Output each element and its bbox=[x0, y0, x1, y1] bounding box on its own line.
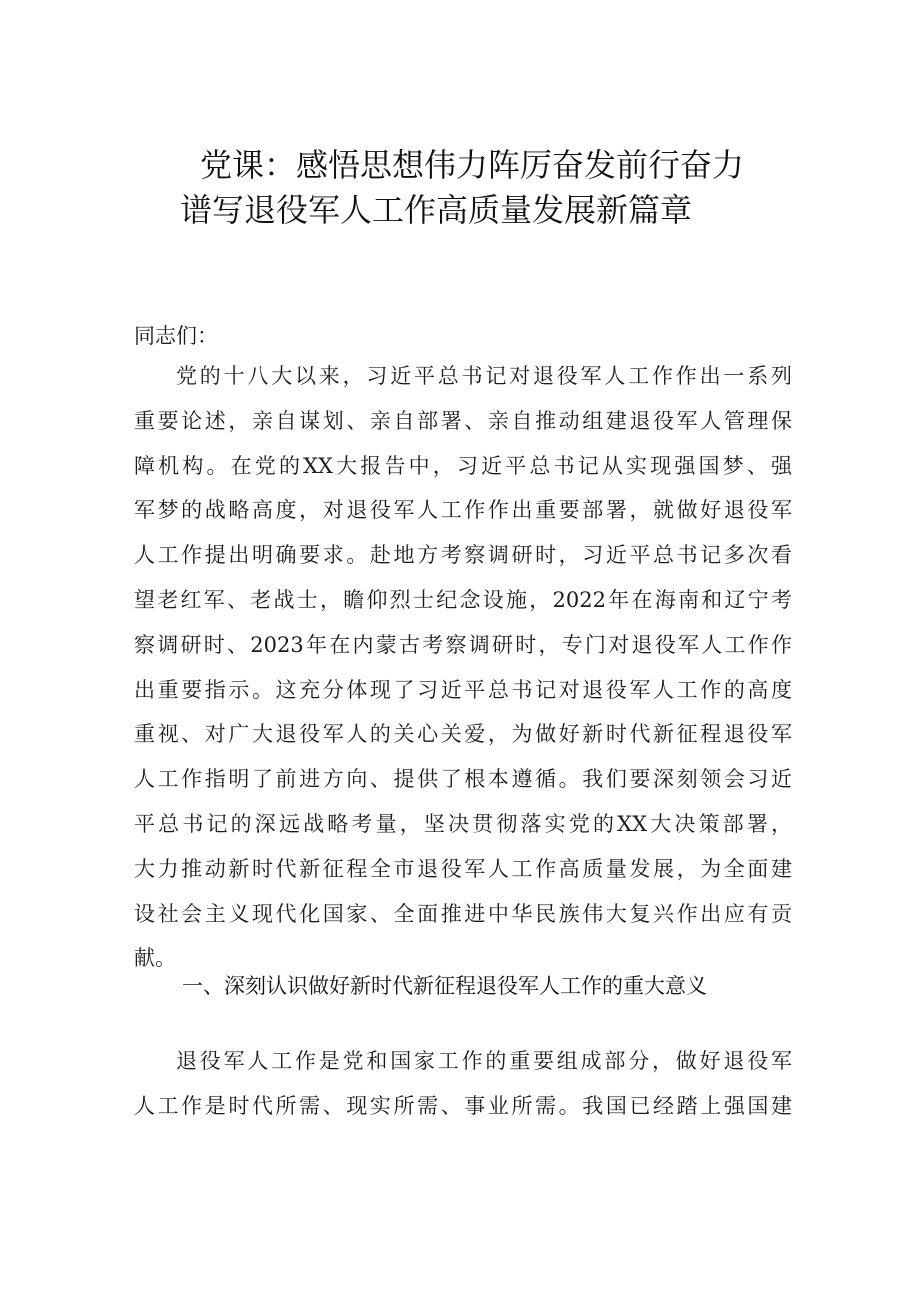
paragraph-line: 望老红军、老战士，瞻仰烈士纪念设施，2022年在海南和辽宁考 bbox=[134, 587, 792, 612]
paragraph-line: 人工作指明了前进方向、提供了根本遵循。我们要深刻领会习近 bbox=[134, 767, 792, 792]
paragraph-line: 设社会主义现代化国家、全面推进中华民族伟大复兴作出应有贡 bbox=[134, 901, 792, 926]
section-heading-1: 一、深刻认识做好新时代新征程退役军人工作的重大意义 bbox=[182, 974, 707, 998]
paragraph-line: 党的十八大以来，习近平总书记对退役军人工作作出一系列 bbox=[176, 364, 792, 388]
salutation: 同志们： bbox=[134, 324, 218, 348]
document-title-line-2: 谱写退役军人工作高质量发展新篇章 bbox=[180, 191, 693, 229]
paragraph-line: 军梦的战略高度，对退役军人工作作出重要部署，就做好退役军 bbox=[134, 498, 792, 523]
paragraph-line: 大力推动新时代新征程全市退役军人工作高质量发展，为全面建 bbox=[134, 856, 792, 881]
paragraph-line: 重要论述，亲自谋划、亲自部署、亲自推动组建退役军人管理保 bbox=[134, 408, 792, 433]
paragraph-line: 人工作提出明确要求。赴地方考察调研时，习近平总书记多次看 bbox=[134, 543, 792, 568]
paragraph-line: 人工作是时代所需、现实所需、事业所需。我国已经踏上强国建 bbox=[134, 1093, 792, 1118]
paragraph-line: 退役军人工作是党和国家工作的重要组成部分，做好退役军 bbox=[176, 1049, 792, 1073]
paragraph-line: 障机构。在党的XX大报告中，习近平总书记从实现强国梦、强 bbox=[134, 453, 792, 478]
paragraph-line: 重视、对广大退役军人的关心关爱，为做好新时代新征程退役军 bbox=[134, 722, 792, 747]
document-title-line-1: 党课：感悟思想伟力阵厉奋发前行奋力 bbox=[200, 146, 745, 184]
paragraph-line: 平总书记的深远战略考量，坚决贯彻落实党的XX大决策部署， bbox=[134, 811, 792, 836]
paragraph-intro bbox=[134, 354, 792, 981]
paragraph-line: 出重要指示。这充分体现了习近平总书记对退役军人工作的高度 bbox=[134, 677, 792, 702]
paragraph-line: 献。 bbox=[134, 946, 176, 971]
paragraph-section-1 bbox=[134, 1039, 792, 1129]
paragraph-line: 察调研时、2023年在内蒙古考察调研时，专门对退役军人工作作 bbox=[134, 632, 792, 657]
